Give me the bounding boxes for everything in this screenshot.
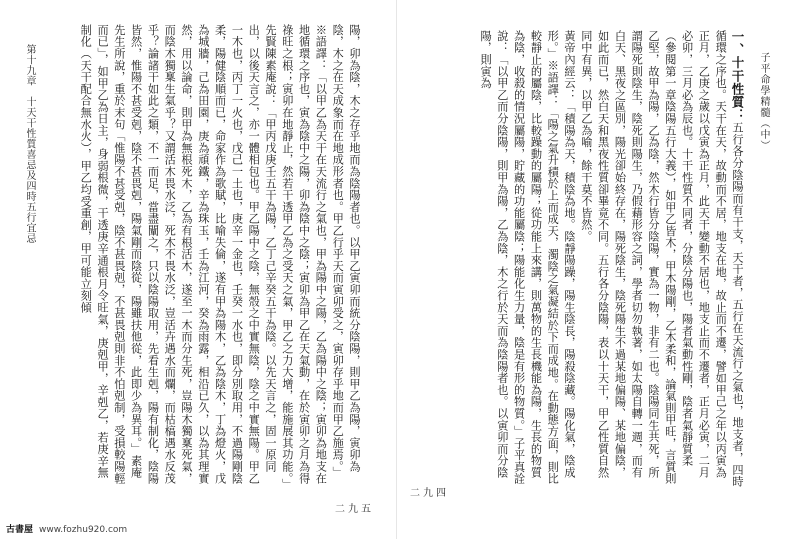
running-head: 子平命學精髓（中）: [758, 52, 769, 151]
section-heading: 一、十干性質：: [730, 30, 745, 122]
footer-url-link[interactable]: www.fozhu920.com: [39, 525, 128, 535]
right-page-body: [421, 30, 745, 490]
left-page-number: 二九五: [335, 504, 374, 515]
right-page-body-text: 五行各分陰陽而有干支，天干者，五行在天流行之氣也，地支者，四時循環之序也。天干在天，故動而不居，地支在地，故止而不遷，譬如甲己之年以丙寅為正月，乙庚之歲以戊寅為正月，此天干變動不居也，地支止而不遷者，正月必寅，二月必卯，三月必為辰也。十干性質不同者，分陰分陽也，陽者氣動性剛，陰者氣靜質柔（參閱第一章陰陽五行大義），如甲乙皆木，甲木陽剛，乙木柔和，論氣則甲旺，言質則乙堅，故甲為陽，乙為陰，然木行皆分陰陽，實為一物，非有二也。陰陽同生共死，所謂陽死則陰生，陰死則陽生，乃假藉形容之詞，學者切勿執著，如太陽自轉一週，而有白天、黑夜之區別，陽光卻始終存在，陽死陰生，陰死陽生不過某地偏陽、某地偏陰，如此而已，然白天和黑夜性質卻畢竟不同。五行各分陰陽，表以十天干，甲乙性質自然同中有異，以甲乙為喻，餘干莫不皆然。 黃帝內經云：「積陽為天，積陰為地。陰靜陽躁，陽生陰長，陽殺陰藏。陽化氣，陰成形。」※語譯：「陽之氣升積於上而成天，濁陰之氣凝結於下而成地。在動態方面，則比較靜止的屬陰，比較躁動的屬陽；從功能上來講，則萬物的生長機能為陽，生長的物質為陰，收殺的情況屬陽，貯藏的功能屬陰；陽能化生力量，陰是有形的物質。」子平真詮說：「以甲乙而分陰陽，則甲為陽，乙為陰，木之行於天而為陰陽者也。以寅卯而分陰陽，則寅為: [479, 30, 744, 488]
footer-site-name-label: [6, 522, 127, 539]
footer-bar: [0, 522, 793, 539]
left-page-body-text: 陽，卯為陰，木之存乎地而為陰陽者也。以甲乙寅卯而統分陰陽，則甲乙為陽，寅卯為陰，木之在天成象而在地成形者也。甲乙行乎天而寅卯受之，寅卯存乎地而甲乙施焉。」※語譯：「以甲乙為天干在天流行之氣也，甲為陽中之陽，乙為陽中之陰；寅卯為地支在地循環之序也，寅為陰中之陽，卯為陰中之陰；寅卯為甲乙在天氣動，在於寅卯之月為得祿旺之根；寅卯在地靜止，然若干透甲乙為之受天之氣，甲乙之力大增，能施展其功能。」先賢陳素庵說：「甲丙戊庚壬五干為陽，乙丁己辛癸五干為陰。以先天言之，固一原同出，以後天言之，亦一體相包也。甲乙陽中之陰，無殼之中實無陰，陰之中實無陽。甲乙一木也，丙丁一火也，戊己一土也，庚辛一金也，壬癸一水也，即分別取用，不過陽剛陰柔，陽健陰順而已，命家作為歌賦，比喻失倫，遂有甲為陽木，乙為陰木，丁為燈火，戊為城牆，己為田園，庚為頑鐵，辛為珠玉，壬為江河，癸為雨露，相沿已久，以為其理實然，用以論命，則甲為無根死木，乙為有根活木，遂至一木而分生死，豈陽木獨稟死氣，而陰木獨稟生氣乎？又謂活木畏水泛，死木不畏水泛，豈活卉遇水而爛，而枯槁遇水反茂乎？論諸干如此之類，不一而足，當盡闡之，只以陰陽取用，先看生剋，陽有制化，陰陽皆然，惟陽不甚受剋，陰不甚畏剋，陽氣剛而陰從，陽雖扶他從，此即少為異耳。」素庵先生所說，重於末句「惟陽不甚受剋，陰不甚畏剋，不甚畏剋則非不怕剋制，受損較陽輕而已」，如甲乙為日主，身弱根微，干透庚辛通根月令旺氣，庚剋甲，辛剋乙，若庚辛無制化（天干配合無水火），甲乙均受重創，甲可能立刻傾: [79, 24, 361, 485]
left-page: [0, 0, 396, 539]
right-page-number: 二九四: [410, 488, 449, 499]
chapter-margin-note: 第十九章 十天干性質喜忌及四時五行宜忌: [24, 44, 35, 244]
footer-site-name: 古書屋: [6, 525, 34, 535]
right-page: [397, 0, 793, 539]
